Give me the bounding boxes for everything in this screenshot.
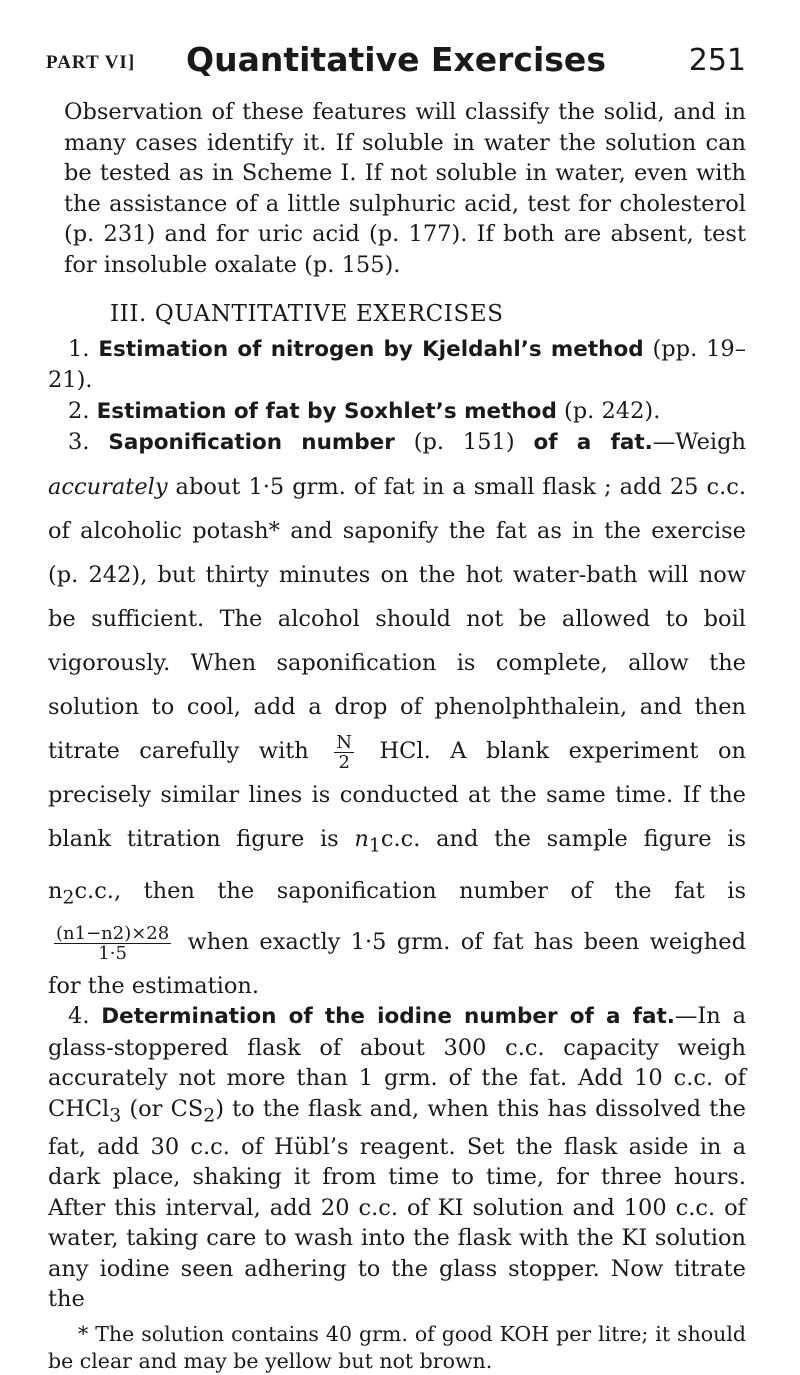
fraction-denominator: 2 (334, 752, 354, 772)
n1-variable: n (354, 826, 369, 852)
item-4-paragraph (48, 1001, 746, 1315)
item-3-text-5: c.c., then the saponification number of the fat is (74, 877, 746, 904)
item-2-title: Estimation of fat by Soxhlet’s method (96, 398, 557, 424)
item-3-emphasis: accurately (48, 474, 168, 500)
formula-denominator: 1·5 (54, 943, 171, 963)
footnote: * The solution contains 40 grm. of good KOH per litre; it should be clear and may be yellow but not brown. (48, 1321, 746, 1373)
formula-numerator: (n1−n2)×28 (56, 922, 170, 944)
item-4-text-1: In a glass-stoppered flask of about 300 c.c. capacity weigh accurately not more than 1 grm. of the fat. Add 10 c.c. of CHCl (48, 1003, 747, 1122)
saponification-formula (54, 924, 171, 963)
item-4-dash: — (674, 1003, 698, 1029)
body-text (48, 97, 746, 1375)
item-4-text-2: (or CS (121, 1095, 204, 1122)
item-3-text-2: about 1·5 grm. of fat in a small flask ; add 25 c.c. of alcoholic potash* and saponify the fat as in the exercise (p. 242), but thirty minutes on the hot water-bath will now be sufficient. The alcohol should not be allowed to boil vigorously. When saponification is complete, allow the solution to cool, add a drop of phenolphthalein, and then titrate carefully with (48, 474, 746, 764)
chcl3-subscript: 3 (109, 1105, 122, 1126)
item-2-ref: (p. 242). (556, 397, 661, 424)
n2-subscript: 2 (62, 887, 75, 908)
half-normal-fraction (334, 733, 354, 772)
section-heading: III. QUANTITATIVE EXERCISES (110, 301, 504, 327)
cs2-subscript: 2 (203, 1105, 216, 1126)
item-3-paragraph (48, 420, 746, 1008)
item-3-text-6: when exactly 1·5 grm. of fat has been weighed for the estimation. (48, 929, 746, 999)
fraction-numerator: N (336, 731, 353, 753)
item-3-title-cont: of a fat. (533, 430, 653, 455)
item-3-text-1: Weigh (675, 429, 746, 455)
item-3-dash: — (652, 429, 676, 455)
item-3-number: 3. (68, 429, 90, 455)
intro-paragraph: Observation of these features will classify the solid, and in many cases identify it. If soluble in water the solution can be tested as in Scheme I. If not soluble in water, even with the assistance of a little sulphuric acid, test for cholesterol (p. 231) and for uric acid (p. 177). If both are absent, test for insoluble oxalate (p. 155). (64, 99, 746, 278)
item-4-text-3: ) to the flask and, when this has dissolved the fat, add 30 c.c. of Hübl’s reagent. Set the flask aside in a dark place, shaking it from time to time, for three hours. After this interval, add 20 c.c. of KI solution and 100 c.c. of water, taking care to wash into the flask with the KI solution any iodine seen adhering to the glass stopper. Now titrate the (48, 1095, 746, 1312)
n1-subscript: 1 (368, 835, 381, 857)
item-1-number: 1. (68, 335, 90, 362)
item-2-number: 2. (68, 397, 90, 424)
item-3-text-3: HCl. A blank experiment on precisely similar lines is conducted at the same time. If the blank titration figure is (48, 738, 746, 852)
item-1-title: Estimation of nitrogen by Kjeldahl’s method (98, 336, 644, 362)
item-4-number: 4. (68, 1003, 90, 1029)
item-1-ref: (pp. 19–21). (48, 335, 746, 393)
part-label: PART VI] (46, 52, 136, 73)
item-4-title: Determination of the iodine number of a fat. (101, 1004, 675, 1029)
item-3-title: Saponification number (108, 430, 395, 455)
page-number: 251 (688, 43, 746, 78)
item-1-paragraph (48, 334, 746, 396)
item-3-text-4: c.c. and the sample figure is n (48, 826, 746, 904)
item-3-ref: (p. 151) (394, 429, 534, 455)
chapter-title: Quantitative Exercises (186, 40, 606, 79)
running-head (46, 40, 746, 86)
